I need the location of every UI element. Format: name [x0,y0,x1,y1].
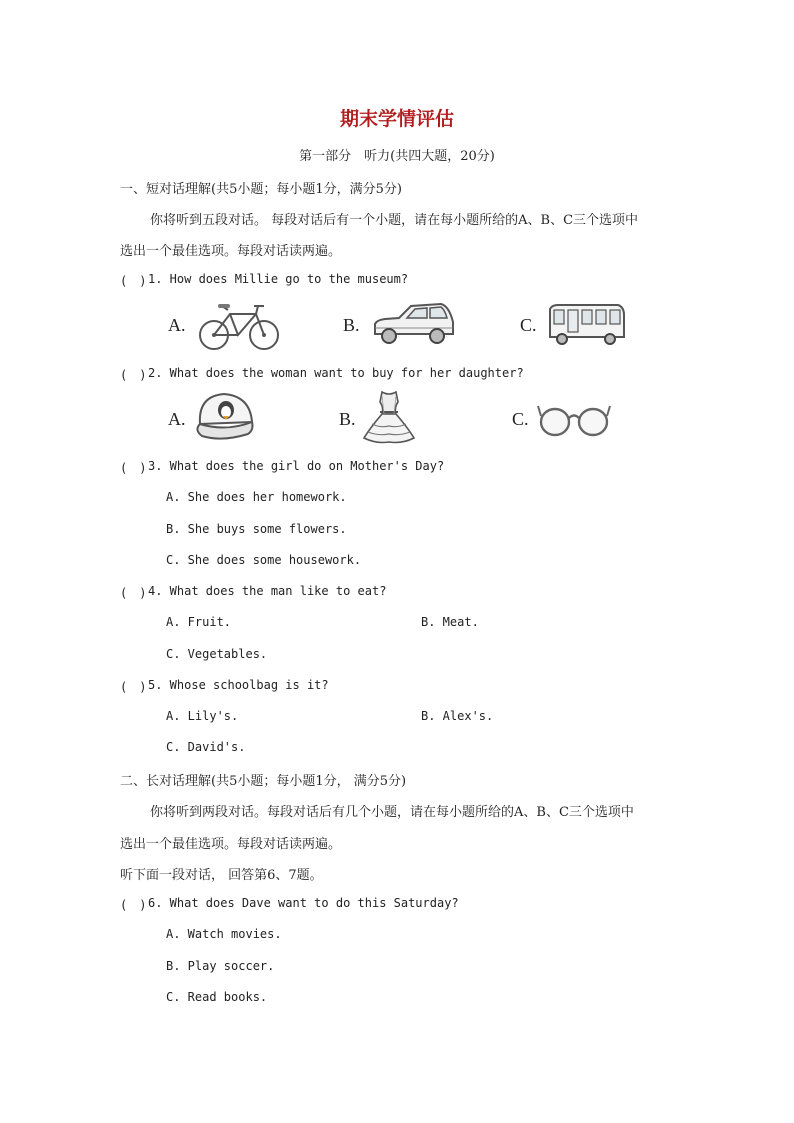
q2-question: 2. What does the woman want to buy for her daughter? [148,366,524,380]
section2-listen-note: 听下面一段对话， 回答第6、7题。 [120,868,323,883]
q4-option-c[interactable]: C. Vegetables. [166,647,268,661]
q1-answer-bracket[interactable]: ( ) [120,274,147,288]
q5-question: 5. Whose schoolbag is it? [148,678,329,692]
q4-option-b[interactable]: B. Meat. [421,615,479,629]
section1-heading: 一、短对话理解(共5小题；每小题1分，满分5分) [120,182,402,197]
q2-option-b-label[interactable]: B. [339,409,356,429]
q6-question: 6. What does Dave want to do this Saturday? [148,896,459,910]
section2-instruction-line2: 选出一个最佳选项。每段对话读两遍。 [120,837,342,852]
car-icon [371,300,457,348]
q3-question: 3. What does the girl do on Mother's Day? [148,459,445,473]
q1-option-b-label[interactable]: B. [343,315,360,335]
q5-answer-bracket[interactable]: ( ) [120,680,147,694]
q2-answer-bracket[interactable]: ( ) [120,368,147,382]
q6-option-a[interactable]: A. Watch movies. [166,927,282,941]
q3-answer-bracket[interactable]: ( ) [120,461,147,475]
q5-option-b[interactable]: B. Alex's. [421,709,494,723]
section1-instruction-line1: 你将听到五段对话。 每段对话后有一个小题，请在每小题所给的A、B、C三个选项中 [150,213,639,228]
q5-option-c[interactable]: C. David's. [166,740,246,754]
q2-option-c-label[interactable]: C. [512,409,529,429]
glasses-icon [538,400,610,438]
bus-icon [548,303,626,347]
part-subtitle: 第一部分 听力(共四大题，20分) [299,149,495,164]
page-title: 期末学情评估 [339,108,454,130]
bicycle-icon [198,300,280,352]
q5-option-a[interactable]: A. Lily's. [166,709,239,723]
q1-option-a-label[interactable]: A. [168,315,186,335]
q3-option-a[interactable]: A. She does her homework. [166,490,347,504]
dress-icon [360,388,418,446]
q6-answer-bracket[interactable]: ( ) [120,898,147,912]
section2-instruction-line1: 你将听到两段对话。每段对话后有几个小题，请在每小题所给的A、B、C三个选项中 [150,805,634,820]
q3-option-c[interactable]: C. She does some housework. [166,553,362,567]
q1-option-c-label[interactable]: C. [520,315,537,335]
q4-question: 4. What does the man like to eat? [148,584,387,598]
q6-option-c[interactable]: C. Read books. [166,990,268,1004]
section2-heading: 二、长对话理解(共5小题；每小题1分， 满分5分) [120,774,407,789]
cap-icon [192,390,256,446]
q4-answer-bracket[interactable]: ( ) [120,586,147,600]
q1-question: 1. How does Millie go to the museum? [148,272,409,286]
q2-option-a-label[interactable]: A. [168,409,186,429]
q4-option-a[interactable]: A. Fruit. [166,615,232,629]
section1-instruction-line2: 选出一个最佳选项。每段对话读两遍。 [120,244,342,259]
q3-option-b[interactable]: B. She buys some flowers. [166,522,347,536]
q6-option-b[interactable]: B. Play soccer. [166,959,275,973]
